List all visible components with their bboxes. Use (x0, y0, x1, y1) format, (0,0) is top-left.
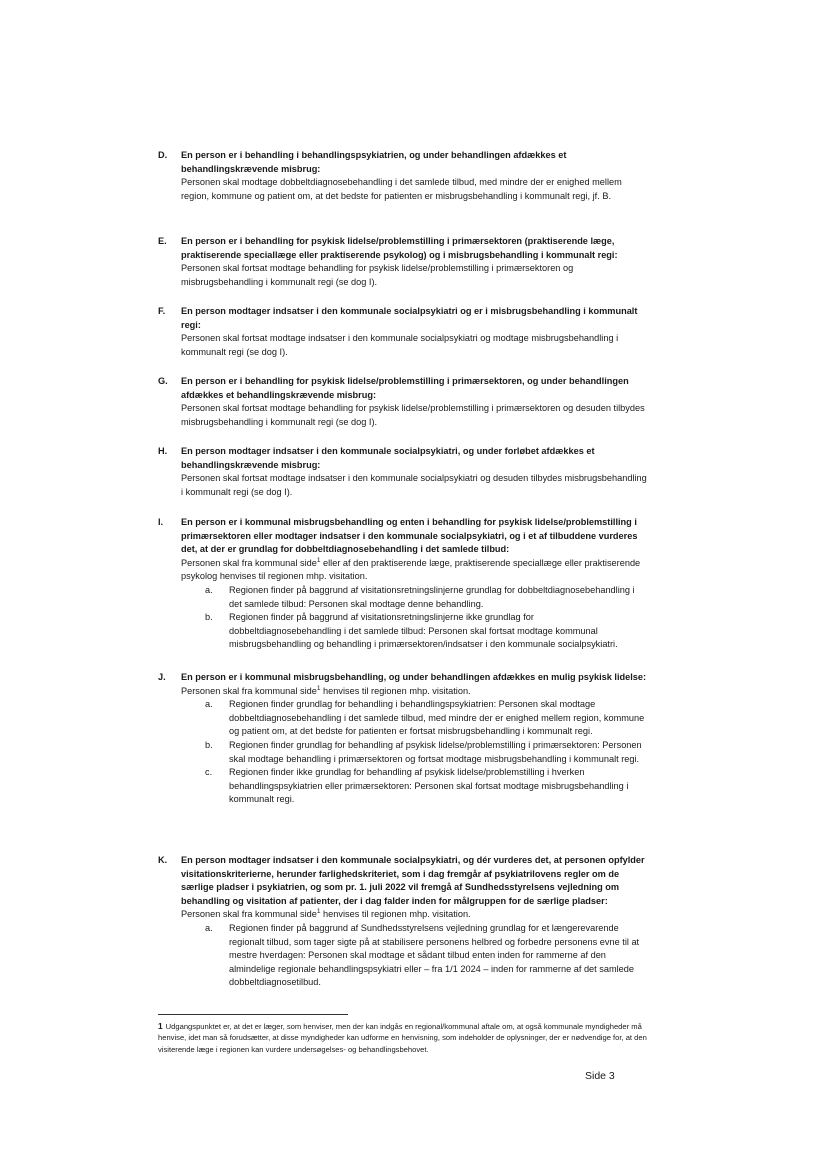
section-heading: En person er i behandling for psykisk lidelse/problemstilling i primærsektoren, og under behandlingen afdækkes et behandlingskrævende misbrug: (181, 376, 629, 400)
section-i (158, 516, 648, 652)
list-item: b. Regionen finder grundlag for behandling af psykisk lidelse/problemstilling i primærsektoren: Personen skal modtage behandling i primærsektoren og fortsat modtage misbrugsbehandling i kommunalt regi. (205, 739, 642, 764)
section-text: Personen skal modtage dobbeltdiagnosebehandling i det samlede tilbud, med mindre der er enighed mellem region, kommune og patient om, at det bedste for patienten er misbrugsbehandling i kommunalt regi, jf. B. (181, 177, 622, 201)
section-h (158, 445, 648, 499)
section-letter: D. (158, 150, 168, 160)
list-item: c. Regionen finder ikke grundlag for behandling af psykisk lidelse/problemstilling i hverken behandlingspsykiatrien eller primærsektoren: Personen skal fortsat modtage misbrugsbehandling i kommunalt regi. (205, 767, 629, 805)
section-letter: F. (158, 306, 166, 316)
section-j (158, 671, 648, 807)
footnote-text: Udgangspunktet er, at det er læger, som henviser, men der kan indgås en regional/kommunal aftale om, at også kommunale myndigheder må henvise, idet man så forudsætter, at disse myndigheder kan udforme en henvisning, som indeholder de oplysninger, der er nødvendige for, at den visiterende læge i regionen kan vurdere undersøgelses- og behandlingsbehovet. (158, 1022, 647, 1054)
section-f (158, 305, 648, 359)
section-text: Personen skal fortsat modtage indsatser i den kommunale socialpsykiatri og modtage misbrugsbehandling i kommunalt regi (se dog I). (181, 333, 619, 357)
page-number: Side 3 (585, 1070, 615, 1082)
section-heading: En person modtager indsatser i den kommunale socialpsykiatri og er i misbrugsbehandling i kommunalt regi: (181, 306, 638, 330)
section-heading: En person er i behandling i behandlingspsykiatrien, og under behandlingen afdækkes et behandlingskrævende misbrug: (181, 150, 567, 174)
footnote-number: 1 (158, 1021, 163, 1031)
section-d (158, 149, 648, 203)
list-item: a. Regionen finder på baggrund af Sundhedsstyrelsens vejledning grundlag for et længerevarende regionalt tilbud, som tager sigte på at stabilisere personens helbred og forbedre personens evne til at mestre hverdagen: Personen skal modtage et sådant tilbud enten inden for rammerne af den almindelige regionale behandlingspsykiatri eller – fra 1/1 2024 – inden for rammerne af det samlede dobbeltdiagnosetilbud. (205, 922, 640, 988)
section-k (158, 854, 648, 990)
footnote-ref: 1 (316, 908, 321, 916)
list-item: a. Regionen finder på baggrund af visitationsretningslinjerne grundlag for dobbeltdiagnosebehandling i det samlede tilbud: Personen skal modtage denne behandling. (205, 584, 635, 609)
section-text: Personen skal fortsat modtage behandling for psykisk lidelse/problemstilling i primærsektoren og desuden tilbydes misbrugsbehandling i kommunalt regi (se dog I). (181, 403, 645, 427)
section-letter: K. (158, 855, 168, 865)
list-item: a. Regionen finder grundlag for behandling i behandlingspsykiatrien: Personen skal modtage dobbeltdiagnosebehandling i det samlede tilbud, med mindre der er enighed mellem region, kommune og patient om, at det bedste for patienten er fortsat misbrugsbehandling i kommunalt regi. (205, 699, 645, 737)
footnote-ref: 1 (316, 684, 321, 692)
footnote-divider (158, 1014, 348, 1015)
section-letter: H. (158, 446, 168, 456)
section-text: Personen skal fortsat modtage behandling for psykisk lidelse/problemstilling i primærsektoren og misbrugsbehandling i kommunalt regi (se dog I). (181, 263, 574, 287)
section-letter: I. (158, 517, 164, 527)
section-heading: En person er i behandling for psykisk lidelse/problemstilling i primærsektoren (praktiserende læge, praktiserende speciallæge eller praktiserende psykolog) og i misbrugsbehandling i kommunalt regi: (181, 236, 618, 260)
list-item: b. Regionen finder på baggrund af visitationsretningslinjerne ikke grundlag for dobbeltdiagnosebehandling i det samlede tilbud: Personen skal fortsat modtage kommunal misbrugsbehandling og behandling i primærsektoren/indsatser i den kommunale socialpsykiatri. (205, 612, 618, 650)
section-letter: G. (158, 376, 168, 386)
section-e (158, 235, 648, 289)
section-text: Personen skal fra kommunal side$^1$ henvises til regionen mhp. visitation. (181, 908, 471, 920)
section-g (158, 375, 648, 429)
section-heading: En person modtager indsatser i den kommunale socialpsykiatri, og dér vurderes det, at personen opfylder visitationskriterierne, herunder farlighedskriteriet, som i dag fremgår af psykiatrilovens regler om de særlige pladser i psykiatrien, og som pr. 1. juli 2022 vil fremgå af Sundhedsstyrelsens vejledning om behandling og visitation af patienter, der i dag falder inden for målgruppen for de særlige pladser: (181, 855, 645, 906)
section-letter: J. (158, 672, 166, 682)
section-heading: En person er i kommunal misbrugsbehandling og enten i behandling for psykisk lidelse/problemstilling i primærsektoren eller modtager indsatser i den kommunale socialpsykiatri, og i et af tilbuddene vurderes det, at der er grundlag for dobbeltdiagnosebehandling i det samlede tilbud: (181, 517, 638, 555)
section-heading: En person er i kommunal misbrugsbehandling, og under behandlingen afdækkes en mulig psykisk lidelse: (181, 672, 647, 682)
section-text: Personen skal fra kommunal side$^1$ henvises til regionen mhp. visitation. (181, 684, 471, 696)
section-heading: En person modtager indsatser i den kommunale socialpsykiatri, og under forløbet afdækkes et behandlingskrævende misbrug: (181, 446, 595, 470)
footnote-ref: 1 (316, 556, 321, 564)
section-letter: E. (158, 236, 167, 246)
footnote (158, 1021, 648, 1055)
section-text: Personen skal fra kommunal side$^1$ eller af den praktiserende læge, praktiserende speciallæge eller praktiserende psykolog henvises til regionen mhp. visitation. (181, 556, 641, 582)
section-text: Personen skal fortsat modtage indsatser i den kommunale socialpsykiatri og desuden tilbydes misbrugsbehandling i kommunalt regi (se dog I). (181, 473, 647, 497)
